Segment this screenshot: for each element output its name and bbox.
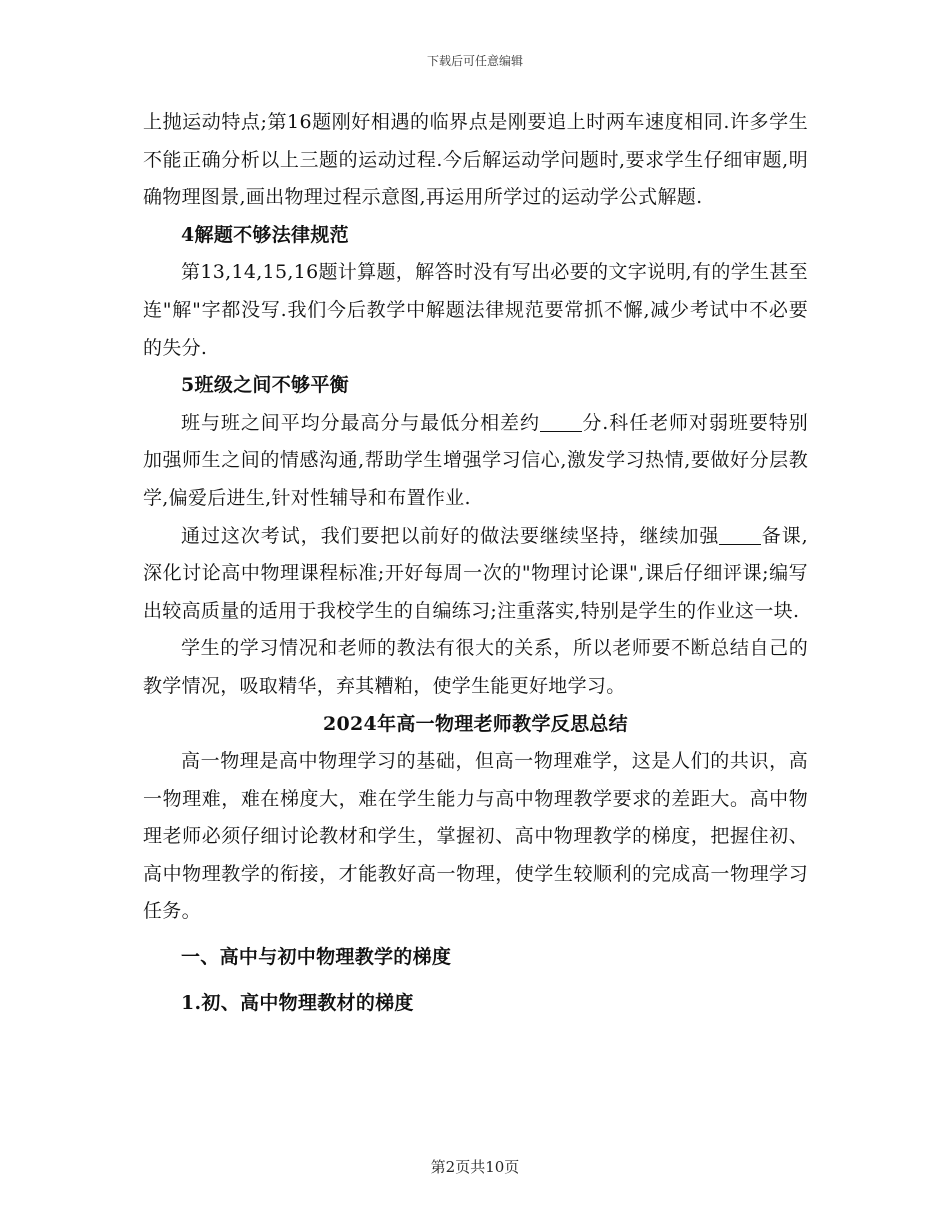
- paragraph: [143, 405, 808, 518]
- paragraph-text: 分.科任老师对弱班要特别加强师生之间的情感沟通,帮助学生增强学习信心,激发学习热情,要做好分层教学,偏爱后进生,针对性辅导和布置作业.: [143, 411, 809, 509]
- spacer: [143, 977, 808, 985]
- document-title: 2024年高一物理老师教学反思总结: [323, 712, 628, 735]
- paragraph-text: 备课,深化讨论高中物理课程标准;开好每周一次的"物理讨论课",课后仔细评课;编写出较高质量的适用于我校学生的自编练习;注重落实,特别是学生的作业这一块.: [143, 524, 808, 622]
- paragraph: 学生的学习情况和老师的教法有很大的关系，所以老师要不断总结自己的教学情况，吸取精华，弃其糟粕，使学生能更好地学习。: [143, 637, 808, 697]
- document-body: [143, 104, 808, 1022]
- section-heading: 5班级之间不够平衡: [181, 374, 349, 397]
- page-footer: 第2页共10页: [430, 1158, 520, 1176]
- section-heading: 1.初、高中物理教材的梯度: [181, 991, 414, 1014]
- page-header: 下载后可任意编辑: [426, 54, 523, 68]
- section-heading: 4解题不够法律规范: [181, 223, 349, 246]
- paragraph: 第13,14,15,16题计算题，解答时没有写出必要的文字说明,有的学生甚至连"解"字都没写.我们今后教学中解题法律规范要常抓不懈,减少考试中不必要的失分.: [143, 261, 808, 359]
- paragraph: 上抛运动特点;第16题刚好相遇的临界点是刚要追上时两车速度相同.许多学生不能正确分析以上三题的运动过程.今后解运动学问题时,要求学生仔细审题,明确物理图景,画出物理过程示意图,再运用所学过的运动学公式解题.: [143, 111, 808, 209]
- fill-blank: [719, 525, 761, 545]
- fill-blank: [540, 412, 582, 432]
- section-heading: 一、高中与初中物理教学的梯度: [181, 946, 452, 969]
- paragraph-text: 班与班之间平均分最高分与最低分相差约: [181, 411, 540, 434]
- paragraph: [143, 518, 808, 631]
- paragraph-text: 通过这次考试，我们要把以前好的做法要继续坚持，继续加强: [181, 524, 720, 547]
- paragraph: 高一物理是高中物理学习的基础，但高一物理难学，这是人们的共识，高一物理难，难在梯度大，难在学生能力与高中物理教学要求的差距大。高中物理老师必须仔细讨论教材和学生，掌握初、高中物理教学的梯度，把握住初、高中物理教学的衔接，才能教好高一物理，使学生较顺利的完成高一物理学习任务。: [143, 750, 808, 923]
- spacer: [143, 931, 808, 939]
